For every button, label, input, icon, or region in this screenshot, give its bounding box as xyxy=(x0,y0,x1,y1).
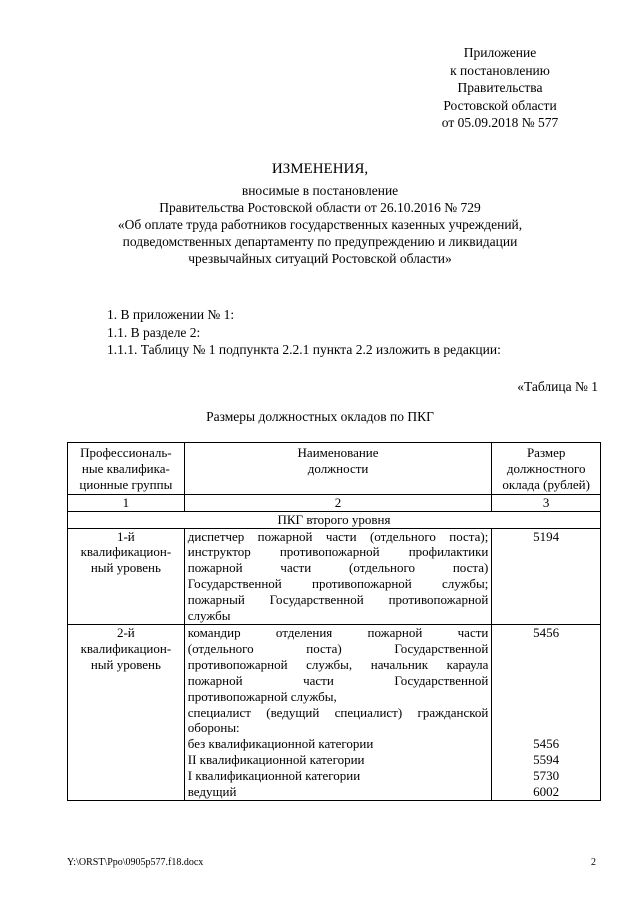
changes-line: подведомственных департаменту по предупреждению и ликвидации xyxy=(122,234,518,249)
category-name: без квалификационной категории xyxy=(187,736,374,752)
changes-line: Правительства Ростовской области от 26.10.2016 № 729 xyxy=(159,200,481,215)
salary-value: 6002 xyxy=(533,784,560,800)
level-text: 1-й xyxy=(116,528,135,544)
column-number-row xyxy=(68,494,601,511)
level-cell xyxy=(68,528,185,624)
header-cell-group xyxy=(68,443,185,495)
appendix-line: к постановлению xyxy=(450,62,550,78)
group-title: ПКГ второго уровня xyxy=(68,511,601,528)
column-number: 3 xyxy=(492,494,601,511)
amendment-item: 1.1.1. Таблицу № 1 подпункта 2.2.1 пункта 2.2 изложить в редакции: xyxy=(107,342,501,357)
table-row xyxy=(68,528,601,624)
appendix-line: Приложение xyxy=(463,45,537,60)
table-row xyxy=(68,624,601,800)
header-cell-position xyxy=(184,443,492,495)
salary-value: 5456 xyxy=(533,736,560,752)
header-text: должности xyxy=(307,460,369,476)
table-caption: Размеры должностных окладов по ПКГ xyxy=(206,409,434,424)
appendix-line: Правительства xyxy=(457,80,543,96)
amendment-item: 1.1. В разделе 2: xyxy=(107,324,201,340)
salary-table xyxy=(67,442,601,801)
position-text: Государственной противопожарной службы; xyxy=(187,576,489,592)
group-row xyxy=(68,511,601,528)
column-number: 1 xyxy=(68,494,185,511)
appendix-line: Ростовской области xyxy=(443,97,557,113)
level-text: 2-й xyxy=(116,624,135,640)
level-text: ный уровень xyxy=(90,656,161,672)
position-text: (отдельного поста) Государственной xyxy=(187,640,489,656)
changes-line: «Об оплате труда работников государственных казенных учреждений, xyxy=(117,217,523,232)
table-header-row xyxy=(68,443,601,495)
changes-line: чрезвычайных ситуаций Ростовской области» xyxy=(188,251,452,266)
level-cell xyxy=(68,624,185,800)
level-text: квалификацион- xyxy=(80,640,172,656)
level-text: квалификацион- xyxy=(80,544,172,560)
header-cell-salary xyxy=(492,443,601,495)
header-text: Размер xyxy=(526,445,566,460)
header-text: должностного xyxy=(506,460,586,476)
changes-line: вносимые в постановление xyxy=(241,183,399,198)
salary-value: 5730 xyxy=(533,768,560,784)
position-cell xyxy=(184,528,492,624)
appendix-block xyxy=(400,44,600,132)
header-text: оклада (рублей) xyxy=(502,476,590,492)
position-text: пожарный Государственной противопожарной xyxy=(187,592,489,608)
header-text: Профессиональ- xyxy=(80,445,172,460)
category-name: I квалификационной категории xyxy=(187,768,361,784)
header-text: Наименование xyxy=(297,445,379,460)
amendment-items xyxy=(107,306,501,359)
table-number: «Таблица № 1 xyxy=(517,379,598,394)
position-text: командир отделения пожарной части xyxy=(187,624,489,640)
salary-cell xyxy=(492,624,601,800)
amendment-item: 1. В приложении № 1: xyxy=(107,307,235,322)
header-text: ные квалифика- xyxy=(81,460,170,476)
header-text: ционные группы xyxy=(79,476,173,492)
position-text: диспетчер пожарной части (отдельного поста); xyxy=(187,528,489,544)
position-text: специалист (ведущий специалист) гражданской xyxy=(187,704,489,720)
column-number: 2 xyxy=(184,494,492,511)
changes-title: ИЗМЕНЕНИЯ, xyxy=(271,161,369,177)
page-number: 2 xyxy=(591,857,596,868)
position-text: противопожарной службы, начальник караула xyxy=(187,656,489,672)
position-text: пожарной части (отдельного поста) xyxy=(187,560,489,576)
level-text: ный уровень xyxy=(90,560,161,576)
position-text: пожарной части Государственной xyxy=(187,672,489,688)
salary-value: 5194 xyxy=(533,528,560,544)
salary-value: 5456 xyxy=(533,624,560,640)
appendix-line: от 05.09.2018 № 577 xyxy=(441,115,559,131)
salary-value: 5594 xyxy=(533,752,560,768)
position-text: инструктор противопожарной профилактики xyxy=(187,544,489,560)
file-path: Y:\ORST\Ppo\0905p577.f18.docx xyxy=(67,857,204,868)
category-name: II квалификационной категории xyxy=(187,752,365,768)
salary-cell xyxy=(492,528,601,624)
position-text: обороны: xyxy=(187,720,240,736)
position-text: службы xyxy=(187,608,231,624)
category-name: ведущий xyxy=(187,784,237,800)
changes-heading xyxy=(60,160,580,267)
position-text: противопожарной службы, xyxy=(187,688,337,704)
position-cell xyxy=(184,624,492,800)
